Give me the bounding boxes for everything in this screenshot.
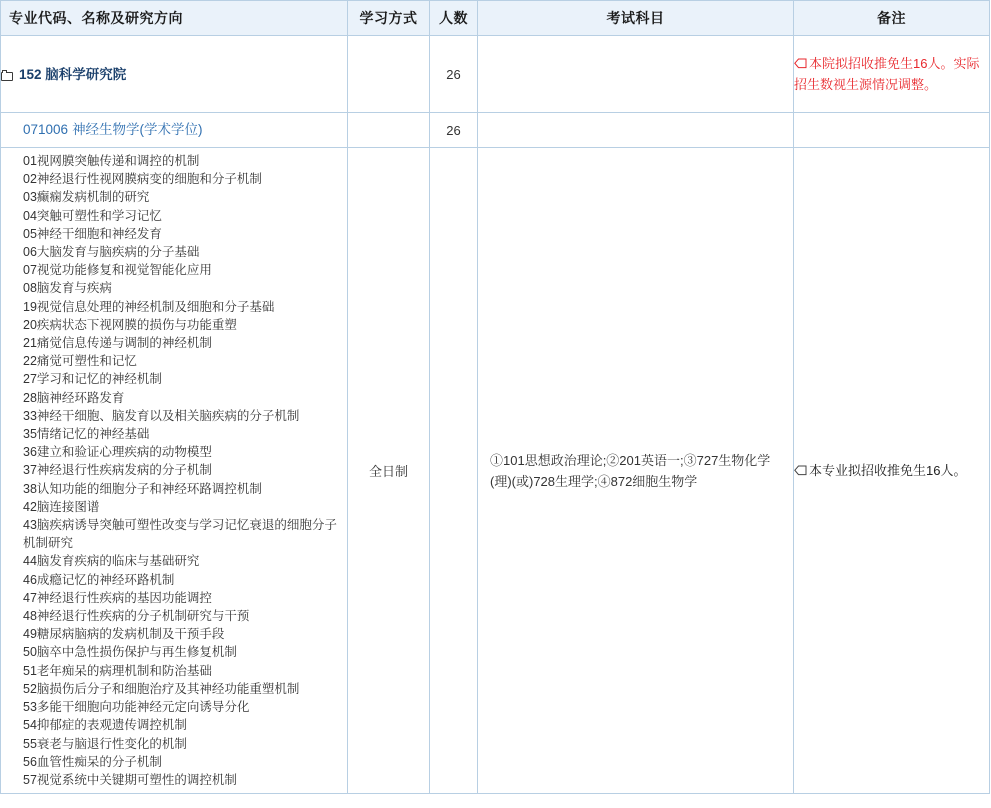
research-direction-item: 19视觉信息处理的神经机制及细胞和分子基础 bbox=[23, 299, 275, 314]
research-direction-item: 05神经干细胞和神经发育 bbox=[23, 226, 162, 241]
institute-note-text: 本院拟招收推免生16人。实际招生数视生源情况调整。 bbox=[794, 56, 980, 92]
institute-subjects bbox=[478, 36, 794, 113]
research-direction-item: 04突触可塑性和学习记忆 bbox=[23, 208, 162, 223]
program-name: 神经生物学(学术学位) bbox=[72, 122, 203, 137]
header-row bbox=[1, 1, 990, 36]
detail-study-mode: 全日制 bbox=[348, 148, 430, 794]
detail-subjects: ①101思想政治理论;②201英语一;③727生物化学(理)(或)728生理学;④872细胞生物学 bbox=[490, 452, 771, 489]
research-direction-item: 44脑发育疾病的临床与基础研究 bbox=[23, 554, 200, 569]
institute-name-cell[interactable] bbox=[1, 36, 348, 113]
research-direction-item: 08脑发育与疾病 bbox=[23, 281, 112, 296]
detail-note-cell bbox=[794, 148, 990, 794]
header-count: 人数 bbox=[430, 1, 478, 36]
table-header bbox=[1, 1, 990, 36]
program-code: 071006 bbox=[23, 122, 69, 137]
research-directions-row bbox=[1, 148, 990, 794]
institute-note-cell bbox=[794, 36, 990, 113]
research-direction-item: 47神经退行性疾病的基因功能调控 bbox=[23, 590, 212, 605]
program-subjects bbox=[478, 113, 794, 148]
institute-row[interactable] bbox=[1, 36, 990, 113]
program-note bbox=[794, 113, 990, 148]
research-direction-item: 33神经干细胞、脑发育以及相关脑疾病的分子机制 bbox=[23, 408, 300, 423]
institute-study-mode bbox=[348, 36, 430, 113]
research-direction-item: 27学习和记忆的神经机制 bbox=[23, 372, 162, 387]
research-direction-item: 35情绪记忆的神经基础 bbox=[23, 427, 150, 442]
header-study-mode: 学习方式 bbox=[348, 1, 430, 36]
directions-cell bbox=[1, 148, 348, 794]
research-direction-item: 43脑疾病诱导突触可塑性改变与学习记忆衰退的细胞分子机制研究 bbox=[23, 518, 337, 551]
program-name-cell[interactable] bbox=[1, 113, 348, 148]
header-major: 专业代码、名称及研究方向 bbox=[1, 1, 348, 36]
header-subjects: 考试科目 bbox=[478, 1, 794, 36]
research-direction-item: 37神经退行性疾病发病的分子机制 bbox=[23, 463, 212, 478]
detail-note-text: 本专业拟招收推免生16人。 bbox=[809, 463, 967, 479]
research-direction-item: 50脑卒中急性损伤保护与再生修复机制 bbox=[23, 645, 237, 660]
research-direction-item: 28脑神经环路发育 bbox=[23, 390, 125, 405]
research-direction-item: 49糖尿病脑病的发病机制及干预手段 bbox=[23, 627, 225, 642]
header-note: 备注 bbox=[794, 1, 990, 36]
program-study-mode bbox=[348, 113, 430, 148]
tag-icon bbox=[794, 465, 807, 476]
research-direction-item: 06大脑发育与脑疾病的分子基础 bbox=[23, 245, 200, 260]
research-direction-item: 48神经退行性疾病的分子机制研究与干预 bbox=[23, 609, 250, 624]
research-direction-item: 38认知功能的细胞分子和神经环路调控机制 bbox=[23, 481, 262, 496]
research-direction-item: 01视网膜突触传递和调控的机制 bbox=[23, 154, 200, 168]
detail-subjects-cell bbox=[478, 148, 794, 794]
research-direction-item: 03癫痫发病机制的研究 bbox=[23, 190, 150, 205]
research-direction-item: 07视觉功能修复和视觉智能化应用 bbox=[23, 263, 212, 278]
research-direction-item: 46成瘾记忆的神经环路机制 bbox=[23, 572, 175, 587]
research-direction-list bbox=[1, 148, 347, 793]
research-direction-item: 22痛觉可塑性和记忆 bbox=[23, 354, 137, 369]
institute-count: 26 bbox=[430, 36, 478, 113]
research-direction-item: 55衰老与脑退行性变化的机制 bbox=[23, 736, 187, 751]
detail-count bbox=[430, 148, 478, 794]
research-direction-item: 20疾病状态下视网膜的损伤与功能重塑 bbox=[23, 317, 237, 332]
research-direction-item: 21痛觉信息传递与调制的神经机制 bbox=[23, 336, 212, 351]
tag-icon bbox=[794, 58, 807, 69]
research-direction-item: 36建立和验证心理疾病的动物模型 bbox=[23, 445, 212, 460]
program-count: 26 bbox=[430, 113, 478, 148]
research-direction-item: 56血管性痴呆的分子机制 bbox=[23, 754, 162, 769]
folder-icon bbox=[1, 70, 14, 81]
program-row[interactable] bbox=[1, 113, 990, 148]
institute-name: 152 脑科学研究院 bbox=[19, 67, 127, 82]
research-direction-item: 54抑郁症的表观遗传调控机制 bbox=[23, 718, 187, 733]
research-direction-item: 53多能干细胞向功能神经元定向诱导分化 bbox=[23, 700, 250, 715]
research-direction-item: 42脑连接图谱 bbox=[23, 499, 100, 514]
research-direction-item: 02神经退行性视网膜病变的细胞和分子机制 bbox=[23, 172, 262, 187]
table-body bbox=[1, 36, 990, 794]
research-direction-item: 51老年痴呆的病理机制和防治基础 bbox=[23, 663, 212, 678]
research-direction-item: 57视觉系统中关键期可塑性的调控机制 bbox=[23, 772, 237, 787]
research-direction-item: 52脑损伤后分子和细胞治疗及其神经功能重塑机制 bbox=[23, 681, 300, 696]
